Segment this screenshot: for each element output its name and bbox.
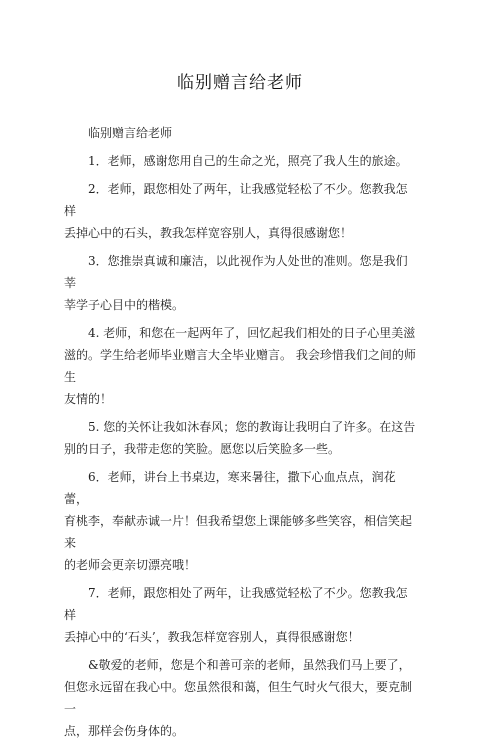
paragraph	[64, 582, 416, 648]
paragraph	[64, 250, 416, 316]
paragraph-line: 的老师会更亲切漂亮哦！	[64, 558, 197, 572]
paragraph-line: &敬爱的老师，您是个和善可亲的老师，虽然我们马上要了，	[88, 658, 411, 672]
paragraph-line: 点，那样会伤身体的。	[64, 724, 185, 738]
paragraph-line: 丢掉心中的‘石头’，教我怎样宽容别人，真得很感谢您！	[64, 630, 360, 644]
paragraph-line: 2．老师，跟您相处了两年，让我感觉轻松了不少。您教我怎样	[64, 182, 408, 218]
document-subtitle: 临别赠言给老师	[88, 126, 173, 140]
paragraph	[64, 466, 416, 576]
paragraph-line: 丢掉心中的石头，教我怎样宽容别人，真得很感谢您！	[64, 226, 353, 240]
document-title: 临别赠言给老师	[177, 73, 303, 93]
paragraph-line: 1．老师，感谢您用自己的生命之光，照亮了我人生的旅途。	[88, 154, 408, 168]
paragraph	[64, 322, 416, 410]
paragraph-line: 莘学子心目中的楷模。	[64, 298, 185, 312]
paragraph	[64, 416, 416, 460]
paragraph-line: 6．老师，讲台上书桌边，寒来暑往，撒下心血点点，润花蕾，	[64, 470, 396, 506]
paragraph-line: 4. 老师，和您在一起两年了，回忆起我们相处的日子心里美滋	[88, 326, 416, 340]
paragraph-line: 友情的！	[64, 392, 113, 406]
paragraph	[64, 150, 416, 172]
paragraph-line: 7．老师，跟您相处了两年，让我感觉轻松了不少。您教我怎样	[64, 586, 408, 622]
paragraph	[64, 654, 416, 742]
paragraph-line: 育桃李，奉献赤诚一片！但我希望您上课能够多些笑容，相信笑起来	[64, 514, 413, 550]
document-body	[64, 150, 416, 748]
paragraph-line: 滋的。学生给老师毕业赠言大全毕业赠言。 我会珍惜我们之间的师生	[64, 348, 416, 384]
paragraph-line: 但您永远留在我心中。您虽然很和蔼，但生气时火气很大，要克制一	[64, 680, 413, 716]
paragraph-line: 3．您推崇真诚和廉洁，以此视作为人处世的准则。您是我们莘	[64, 254, 408, 290]
paragraph	[64, 178, 416, 244]
paragraph-line: 5. 您的关怀让我如沐春风；您的教诲让我明白了许多。在这告	[88, 420, 416, 434]
paragraph-line: 别的日子，我带走您的笑脸。愿您以后笑脸多一些。	[64, 442, 341, 456]
